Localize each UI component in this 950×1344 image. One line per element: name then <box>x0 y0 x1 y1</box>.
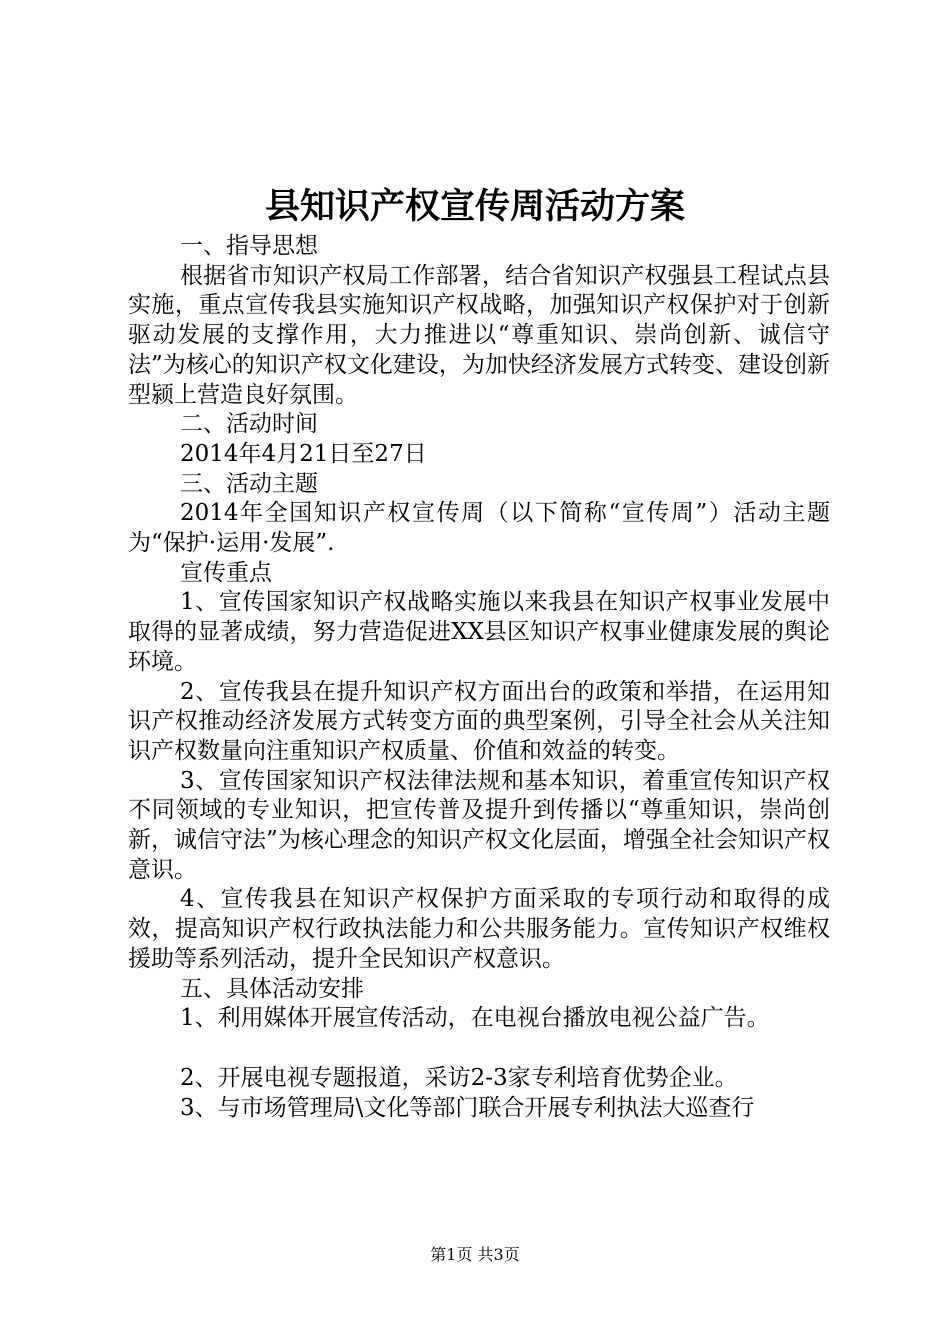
paragraph-guiding-ideology: 根据省市知识产权局工作部署，结合省知识产权强县工程试点县实施，重点宣传我县实施知识产权战略，加强知识产权保护对于创新驱动发展的支撑作用，大力推进以“尊重知识、崇尚创新、诚信守法”为核心的知识产权文化建设，为加快经济发展方式转变、建设创新型颍上营造良好氛围。 <box>128 262 830 408</box>
list-item: 2、宣传我县在提升知识产权方面出台的政策和举措，在运用知识产权推动经济发展方式转变方面的典型案例，引导全社会从关注知识产权数量向注重知识产权质量、价值和效益的转变。 <box>128 678 830 764</box>
section-heading-activity-theme: 三、活动主题 <box>180 470 318 497</box>
paragraph-spacer <box>128 1034 830 1064</box>
document-body <box>128 232 830 1123</box>
list-item: 3、宣传国家知识产权法律法规和基本知识，着重宣传知识产权不同领域的专业知识，把宣传普及提升到传播以“尊重知识，崇尚创新，诚信守法”为核心理念的知识产权文化层面，增强全社会知识产权意识。 <box>128 767 830 883</box>
document-title: 县知识产权宣传周活动方案 <box>264 186 685 227</box>
section-heading-publicity-focus: 宣传重点 <box>180 559 272 586</box>
section-heading-activity-arrangement: 五、具体活动安排 <box>180 975 364 1002</box>
list-item: 3、与市场管理局\文化等部门联合开展专利执法大巡查行 <box>180 1094 755 1121</box>
paragraph-activity-theme: 2014年全国知识产权宣传周（以下简称“宣传周”）活动主题为“保护·运用·发展”. <box>128 500 830 557</box>
list-item: 2、开展电视专题报道，采访2-3家专利培育优势企业。 <box>180 1064 738 1091</box>
list-item: 1、利用媒体开展宣传活动，在电视台播放电视公益广告。 <box>180 1005 770 1032</box>
section-heading-guiding-ideology: 一、指导思想 <box>180 233 318 259</box>
paragraph-activity-date: 2014年4月21日至27日 <box>180 440 427 467</box>
list-item: 1、宣传国家知识产权战略实施以来我县在知识产权事业发展中取得的显著成绩，努力营造促进XX县区知识产权事业健康发展的舆论环境。 <box>128 589 830 675</box>
page-number: 第1页 共3页 <box>430 1245 520 1264</box>
list-item: 4、宣传我县在知识产权保护方面采取的专项行动和取得的成效，提高知识产权行政执法能力和公共服务能力。宣传知识产权维权援助等系列活动，提升全民知识产权意识。 <box>128 886 830 972</box>
section-heading-activity-time: 二、活动时间 <box>180 411 318 438</box>
